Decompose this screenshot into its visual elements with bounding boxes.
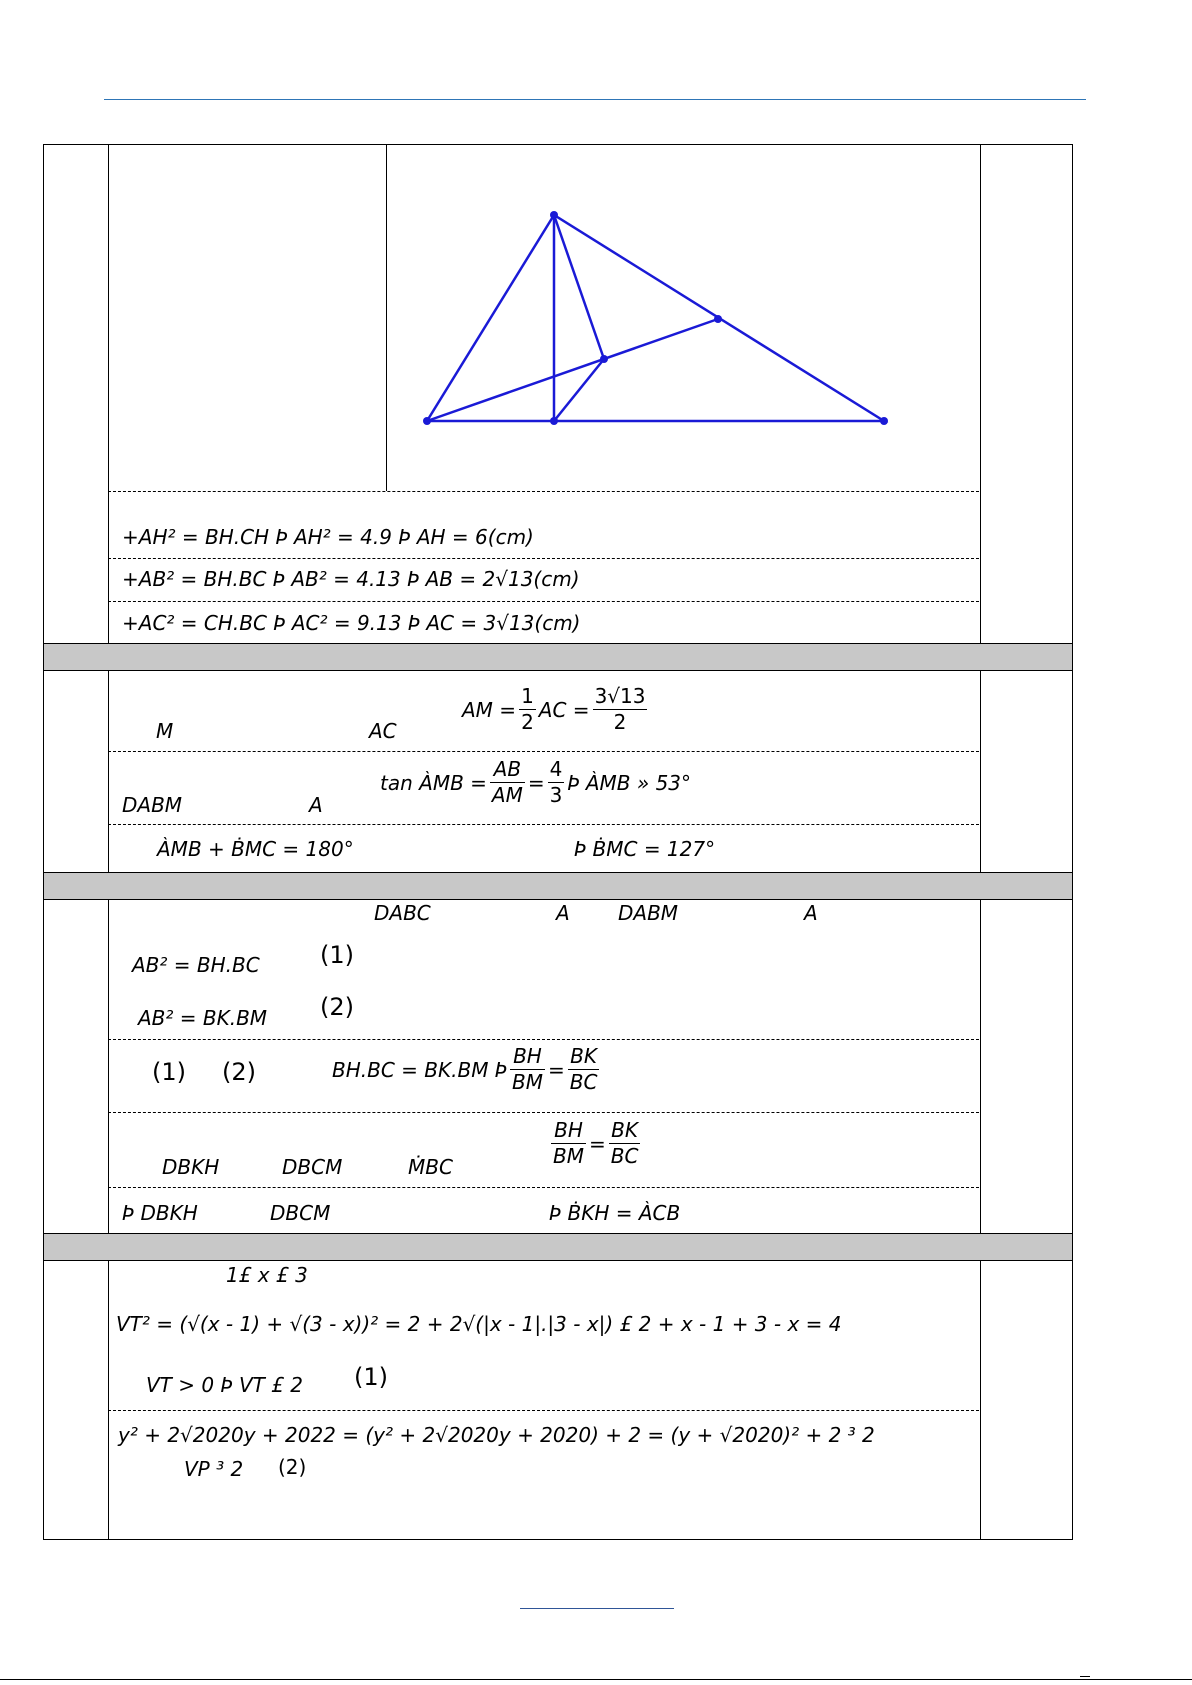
prod-eq: BH.BC = BK.BM Þ	[332, 1057, 507, 1082]
point-b	[423, 417, 431, 425]
header-rule	[104, 99, 1086, 100]
label-m: M	[156, 719, 174, 743]
vp-expand: y² + 2√2020y + 2022 = (y² + 2√2020y + 2020) + 2 = (y + √2020)² + 2 ³ 2	[118, 1423, 875, 1447]
tag-vt: (1)	[354, 1363, 388, 1391]
eq-ab: +AB² = BH.BC Þ AB² = 4.13 Þ AB = 2√13(cm)	[122, 567, 580, 591]
tan-num2: 4	[549, 757, 563, 781]
tan-result: Þ ÀMB » 53°	[567, 770, 692, 795]
row-divider	[108, 1187, 979, 1188]
segment-bm	[427, 319, 718, 421]
ratio-repeat-num2: BK	[609, 1118, 641, 1144]
eq-ah: +AH² = BH.CH Þ AH² = 4.9 Þ AH = 6(cm)	[122, 525, 534, 549]
angle-mbc: ṀBC	[408, 1155, 453, 1179]
eq-ac: +AC² = CH.BC Þ AC² = 9.13 Þ AC = 3√13(cm)	[122, 611, 581, 635]
point-h	[550, 417, 558, 425]
ratio-repeat-den1: BM	[553, 1144, 584, 1168]
sim-prefix: Þ DBKH	[122, 1201, 198, 1225]
ratio-repeat-fraction-2	[609, 1118, 641, 1169]
am-lhs: AM =	[462, 697, 517, 722]
tan-fraction-1	[490, 757, 525, 808]
ref-1: (1)	[152, 1058, 186, 1086]
point-a	[550, 211, 558, 219]
ratio-repeat-den2: BC	[610, 1144, 639, 1168]
row-divider	[108, 1112, 979, 1113]
ratio-den1: BM	[511, 1070, 543, 1094]
row-divider	[108, 1410, 979, 1411]
footer-link-underline[interactable]	[520, 1608, 674, 1609]
ratio-fraction-2	[568, 1044, 600, 1095]
tan-formula	[380, 757, 691, 808]
vertex-a2: A	[804, 901, 818, 925]
ratio-repeat-fraction-1	[551, 1118, 586, 1169]
tri-bcm: DBCM	[282, 1155, 343, 1179]
am-num: 3√13	[594, 684, 646, 708]
half-num: 1	[521, 684, 534, 708]
half-fraction	[519, 684, 536, 735]
tan-den2: 3	[549, 783, 563, 807]
vt-bound: VT > 0 Þ VT £ 2	[146, 1373, 304, 1397]
section-band-d	[44, 1233, 1072, 1261]
am-mid: AC =	[538, 697, 590, 722]
tan-lhs: tan ÀMB =	[380, 770, 487, 795]
ratio-fraction-1	[510, 1044, 545, 1095]
am-fraction	[593, 684, 648, 735]
tri-abc: DABC	[374, 901, 431, 925]
domain: 1£ x £ 3	[226, 1263, 308, 1287]
half-den: 2	[521, 710, 534, 734]
ratio-den2: BC	[569, 1070, 598, 1094]
section-band-b	[44, 643, 1072, 671]
tag-1: (1)	[320, 941, 354, 969]
tan-num1: AB	[490, 757, 525, 783]
ratio-repeat-num1: BH	[551, 1118, 586, 1144]
am-den: 2	[613, 710, 627, 734]
point-c	[880, 417, 888, 425]
row-divider	[108, 558, 979, 559]
ratio-num2: BK	[568, 1044, 600, 1070]
tag-vp: (2)	[278, 1455, 307, 1479]
tri-abm: DABM	[122, 793, 183, 817]
label-ac: AC	[369, 719, 397, 743]
row-divider	[108, 491, 979, 492]
solution-table	[43, 144, 1073, 1540]
eq-2: AB² = BK.BM	[138, 1006, 268, 1030]
point-m	[714, 315, 722, 323]
ratio-formula	[332, 1044, 602, 1095]
row-divider	[108, 601, 979, 602]
triangle-figure	[44, 145, 1074, 491]
tag-2: (2)	[320, 993, 354, 1021]
row-divider	[108, 1039, 979, 1040]
tri-abm-c: DABM	[618, 901, 679, 925]
bmc-result: Þ ḂMC = 127°	[574, 837, 716, 861]
tan-fraction-2	[548, 757, 565, 808]
eq-1: AB² = BH.BC	[132, 953, 260, 977]
ratio-repeat-eq: =	[588, 1131, 606, 1156]
tri-bkh: DBKH	[162, 1155, 220, 1179]
footer-tick	[1080, 1676, 1090, 1677]
tan-den1: AM	[491, 783, 523, 807]
ratio-num1: BH	[510, 1044, 545, 1070]
point-k	[600, 355, 608, 363]
ratio-eq: =	[547, 1057, 565, 1082]
am-formula	[462, 684, 650, 735]
footer-rule	[0, 1679, 1192, 1680]
row-divider	[108, 824, 979, 825]
vertex-a1: A	[556, 901, 570, 925]
triangle-abc	[427, 215, 884, 421]
vt-squared: VT² = (√(x - 1) + √(3 - x))² = 2 + 2√(|x - 1|.|3 - x|) £ 2 + x - 1 + 3 - x = 4	[116, 1312, 842, 1336]
angle-result: Þ ḂKH = ÀCB	[549, 1201, 681, 1225]
segment-ak	[554, 215, 604, 359]
section-band-c	[44, 872, 1072, 900]
tan-eq: =	[527, 770, 545, 795]
angle-sum: ÀMB + ḂMC = 180°	[157, 837, 354, 861]
ref-2: (2)	[222, 1058, 256, 1086]
row-divider	[108, 751, 979, 752]
ratio-repeat	[548, 1118, 643, 1169]
sim-tri: DBCM	[270, 1201, 331, 1225]
vertex-a: A	[309, 793, 323, 817]
vp-bound: VP ³ 2	[184, 1457, 244, 1481]
